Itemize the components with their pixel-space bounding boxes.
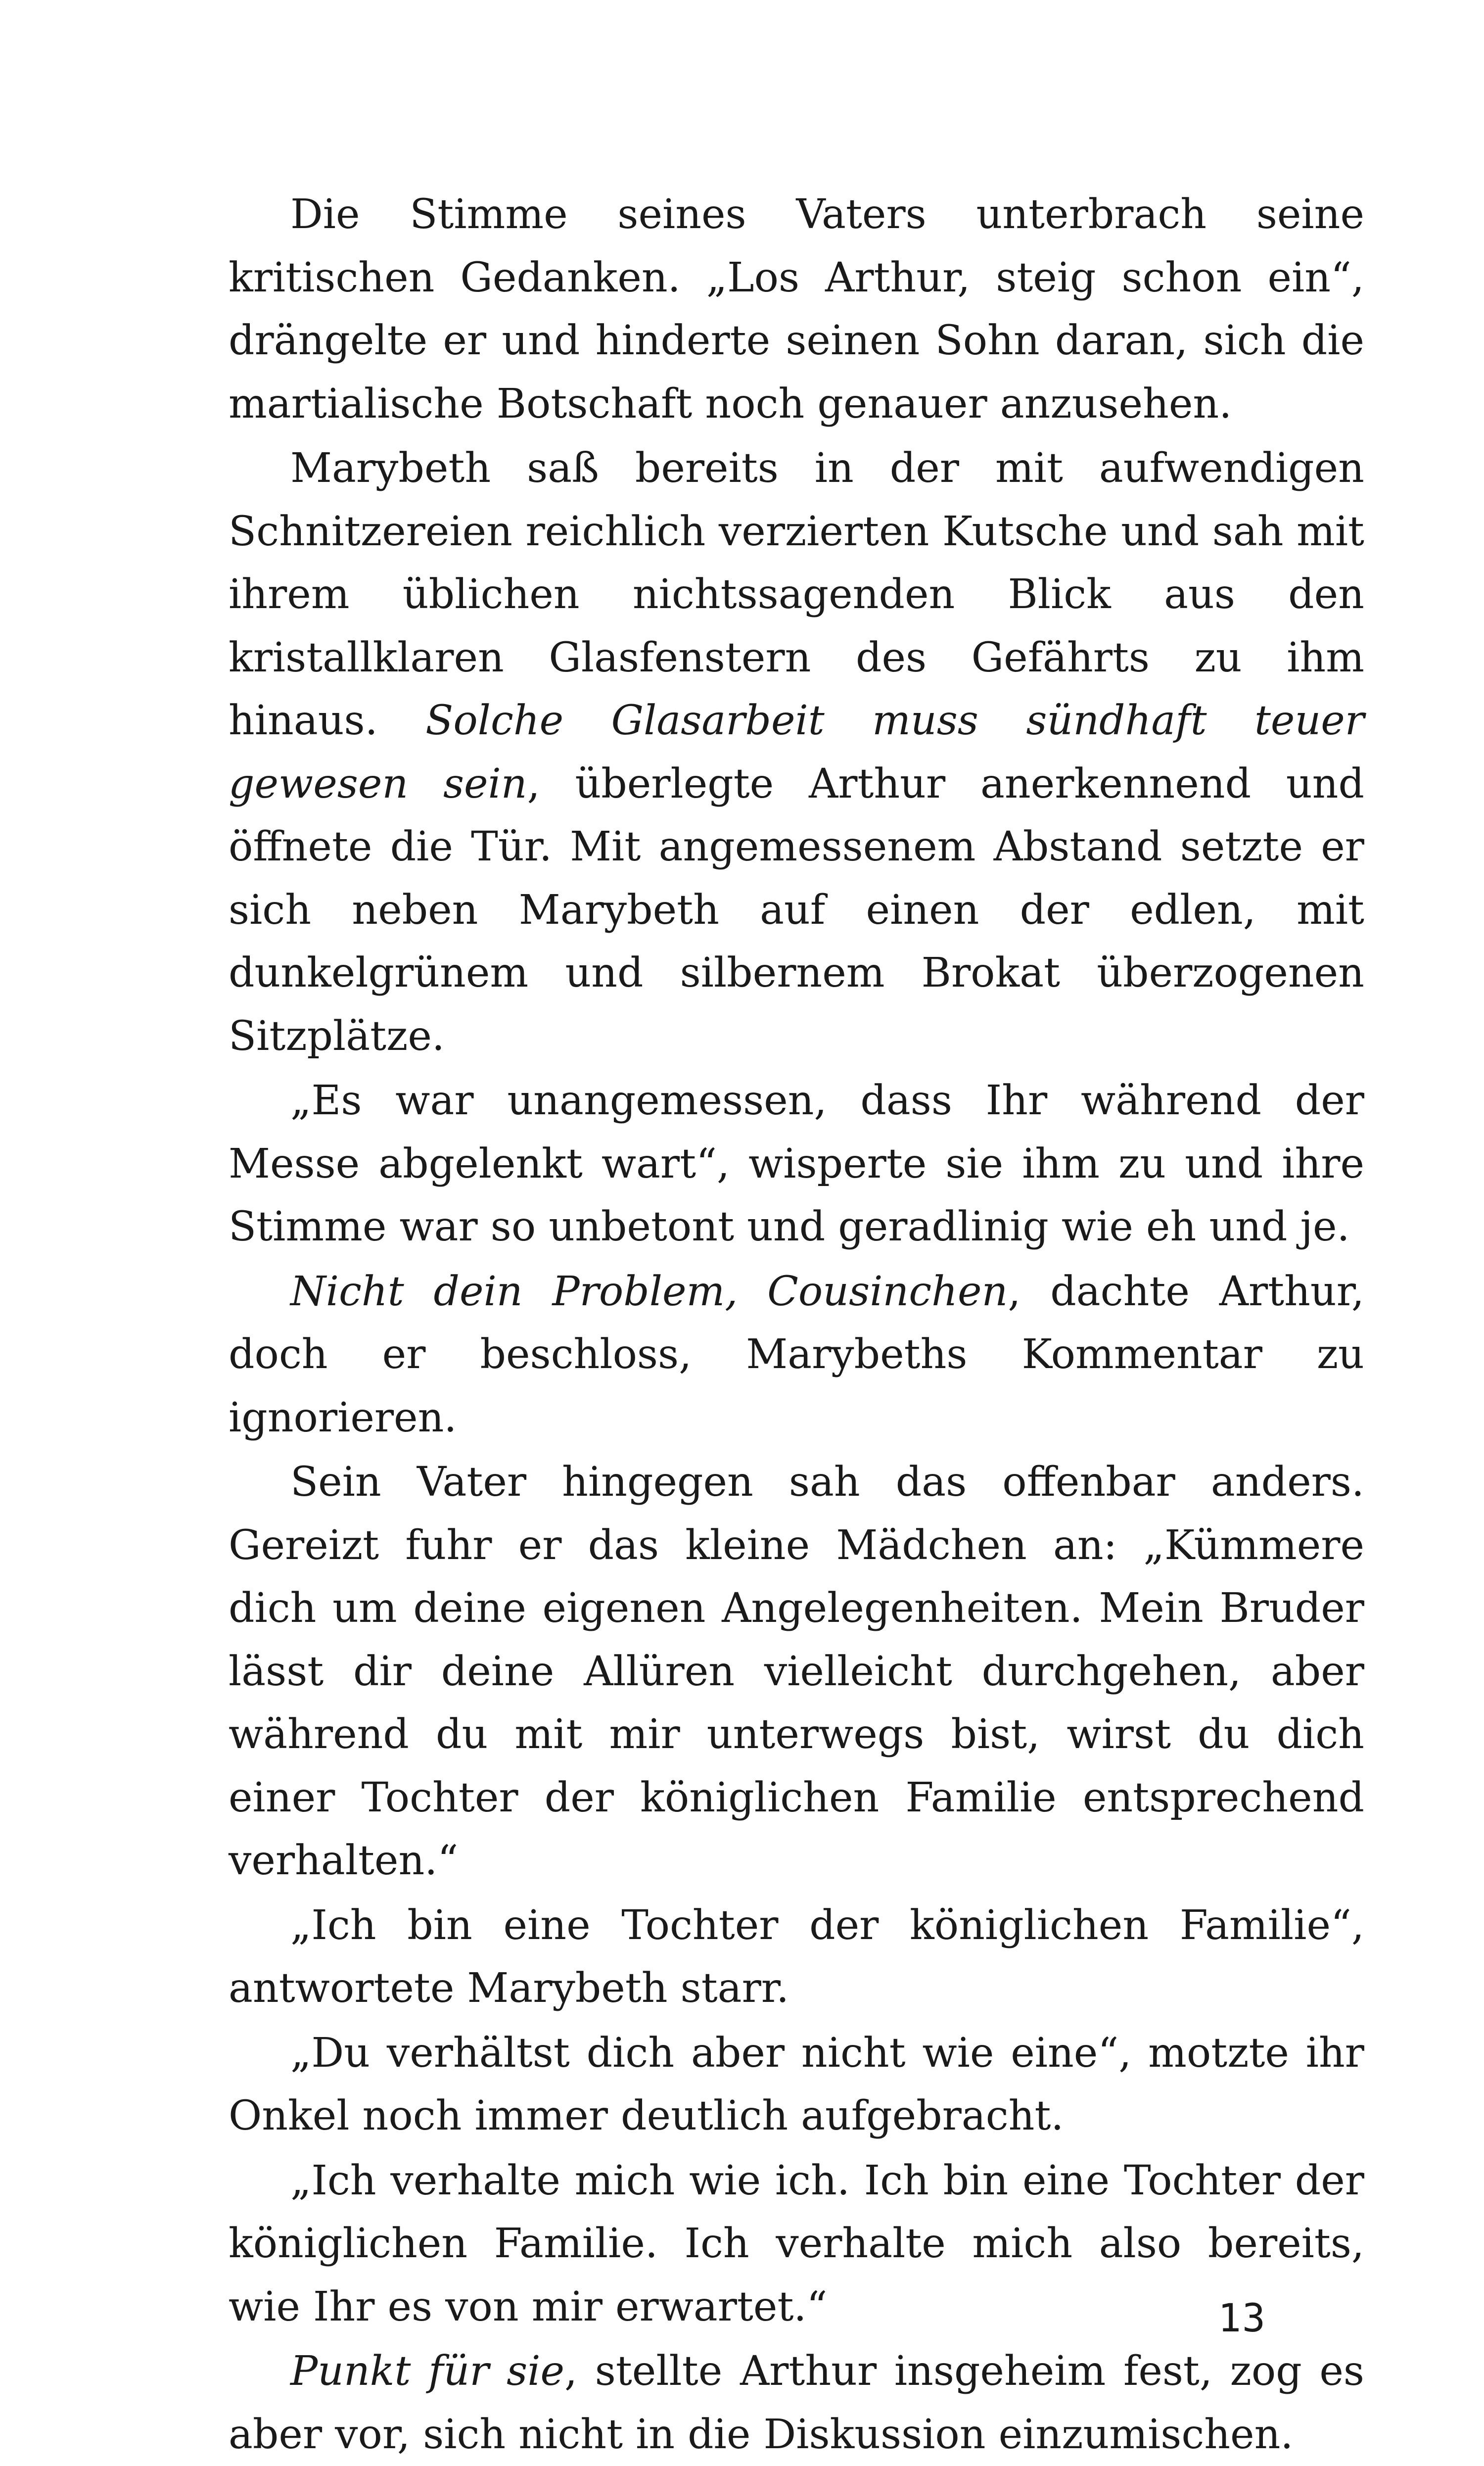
- paragraph: [229, 1069, 1364, 1259]
- paragraph-text: , dachte Arthur, doch er beschloss, Marybeths Kommentar zu ignorieren.: [229, 1268, 1364, 1441]
- paragraph-text: Sein Vater hingegen sah das offenbar anders. Gereizt fuhr er das kleine Mädchen an: „Kümmere dich um deine eigenen Angelegenheiten. Mein Bruder lässt dir deine Allüren vielleicht durchgehen, aber während du mit mir unterwegs bist, wirst du dich einer Tochter der königlichen Familie entsprechend verhalten.“: [229, 1459, 1364, 1884]
- paragraph: [229, 1260, 1364, 1450]
- body-text: [229, 183, 1364, 2466]
- italic-thought: Solche Glasarbeit muss sündhaft teuer gewesen sein: [229, 697, 1365, 807]
- paragraph: [229, 2149, 1364, 2339]
- paragraph-text: „Ich bin eine Tochter der königlichen Familie“, antwortete Marybeth starr.: [229, 1901, 1364, 2012]
- paragraph-text: Marybeth saß bereits in der mit aufwendigen Schnitzereien reichlich verzierten Kutsche und sah mit ihrem üblichen nichtssagenden Blick aus den kristallklaren Glasfenstern des Gefährts zu ihm hinaus.: [229, 445, 1364, 744]
- paragraph-text: , stellte Arthur insgeheim fest, zog es aber vor, sich nicht in die Diskussion einzumischen.: [229, 2348, 1364, 2458]
- paragraph-text: „Es war unangemessen, dass Ihr während der Messe abgelenkt wart“, wisperte sie ihm zu und ihre Stimme war so unbetont und geradlinig wie eh und je.: [229, 1077, 1364, 1250]
- paragraph: [229, 437, 1364, 1068]
- paragraph: [229, 1894, 1364, 2020]
- italic-thought: Punkt für sie: [290, 2348, 565, 2395]
- paragraph-text: Die Stimme seines Vaters unterbrach seine kritischen Gedanken. „Los Arthur, steig schon ein“, drängelte er und hinderte seinen Sohn daran, sich die martialische Botschaft noch genauer anzusehen.: [229, 191, 1364, 427]
- paragraph-text: „Ich verhalte mich wie ich. Ich bin eine Tochter der königlichen Familie. Ich verhalte mich also bereits, wie Ihr es von mir erwartet.“: [229, 2157, 1364, 2330]
- paragraph-text: „Du verhältst dich aber nicht wie eine“, motzte ihr Onkel noch immer deutlich aufgebracht.: [229, 2029, 1364, 2139]
- paragraph-text: , überlegte Arthur anerkennend und öffnete die Tür. Mit angemessenem Abstand setzte er sich neben Marybeth auf einen der edlen, mit dunkelgrünem und silbernem Brokat überzogenen Sitzplätze.: [229, 760, 1364, 1060]
- paragraph: [229, 2340, 1364, 2466]
- page-number: 13: [1218, 2296, 1266, 2341]
- italic-thought: Nicht dein Problem, Cousinchen: [290, 1268, 1008, 1315]
- paragraph: [229, 1451, 1364, 1893]
- paragraph: [229, 2022, 1364, 2148]
- paragraph: [229, 183, 1364, 435]
